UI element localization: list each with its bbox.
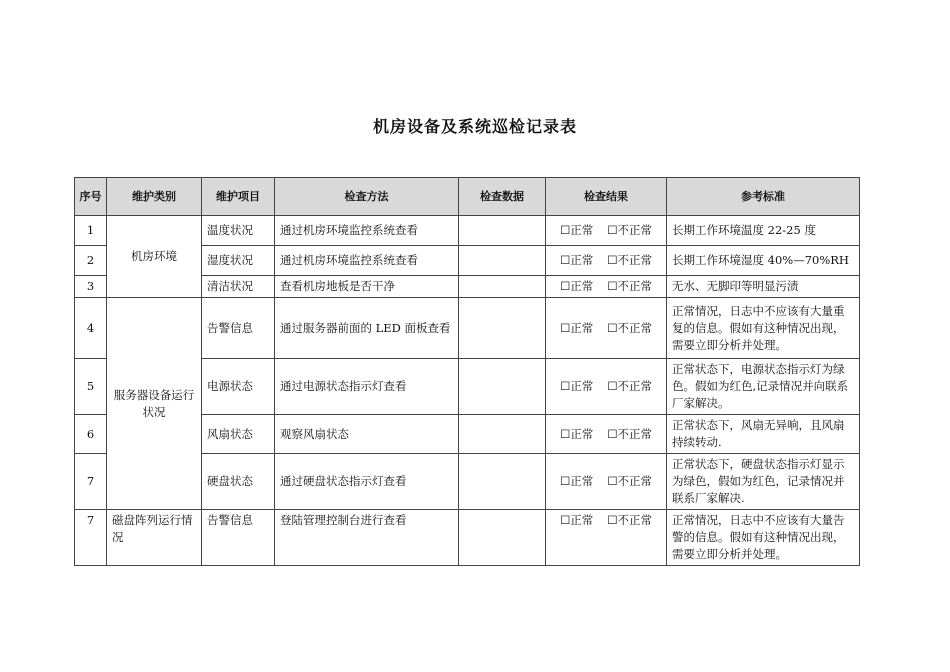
data-input-cell[interactable] [459, 246, 546, 276]
seq-cell: 1 [75, 216, 107, 246]
item-cell: 清洁状况 [202, 276, 275, 298]
standard-cell: 长期工作环境温度 22-25 度 [667, 216, 860, 246]
item-cell: 硬盘状态 [202, 454, 275, 510]
header-result: 检查结果 [546, 178, 667, 216]
normal-checkbox[interactable]: ☐正常 [559, 513, 594, 527]
normal-checkbox[interactable]: ☐正常 [559, 223, 594, 237]
abnormal-checkbox[interactable]: ☐不正常 [607, 426, 653, 441]
result-cell [546, 510, 667, 566]
standard-cell: 正常状态下，电源状态指示灯为绿色。假如为红色,记录情况并向联系厂家解决。 [667, 359, 860, 415]
standard-cell: 长期工作环境湿度 40%—70%RH [667, 246, 860, 276]
data-input-cell[interactable] [459, 298, 546, 359]
item-cell: 温度状况 [202, 216, 275, 246]
item-cell: 风扇状态 [202, 415, 275, 454]
abnormal-checkbox[interactable]: ☐不正常 [607, 513, 653, 527]
abnormal-checkbox[interactable]: ☐不正常 [607, 474, 653, 488]
result-cell [546, 246, 667, 276]
abnormal-checkbox[interactable]: ☐不正常 [607, 320, 653, 335]
result-cell [546, 359, 667, 415]
header-seq: 序号 [75, 178, 107, 216]
data-input-cell[interactable] [459, 359, 546, 415]
method-cell: 通过机房环境监控系统查看 [275, 246, 459, 276]
header-category: 维护类别 [107, 178, 202, 216]
table-row [75, 510, 860, 566]
method-cell: 通过服务器前面的 LED 面板查看 [275, 298, 459, 359]
result-cell [546, 216, 667, 246]
data-input-cell[interactable] [459, 415, 546, 454]
header-item: 维护项目 [202, 178, 275, 216]
header-standard: 参考标准 [667, 178, 860, 216]
method-cell: 查看机房地板是否干净 [275, 276, 459, 298]
method-cell: 登陆管理控制台进行查看 [275, 510, 459, 566]
category-cell-room: 机房环境 [107, 216, 202, 298]
normal-checkbox[interactable]: ☐正常 [559, 474, 594, 488]
item-cell: 电源状态 [202, 359, 275, 415]
abnormal-checkbox[interactable]: ☐不正常 [607, 279, 653, 293]
seq-cell: 7 [75, 454, 107, 510]
normal-checkbox[interactable]: ☐正常 [559, 320, 594, 335]
abnormal-checkbox[interactable]: ☐不正常 [607, 223, 653, 237]
normal-checkbox[interactable]: ☐正常 [559, 379, 594, 393]
seq-cell: 7 [75, 510, 107, 566]
item-cell: 告警信息 [202, 510, 275, 566]
header-method: 检查方法 [275, 178, 459, 216]
page-title: 机房设备及系统巡检记录表 [372, 117, 577, 136]
method-cell: 通过机房环境监控系统查看 [275, 216, 459, 246]
method-cell: 观察风扇状态 [275, 415, 459, 454]
normal-checkbox[interactable]: ☐正常 [559, 253, 594, 267]
table-row [75, 216, 860, 246]
method-cell: 通过硬盘状态指示灯查看 [275, 454, 459, 510]
item-cell: 告警信息 [202, 298, 275, 359]
normal-checkbox[interactable]: ☐正常 [559, 426, 594, 441]
seq-cell: 5 [75, 359, 107, 415]
item-cell: 湿度状况 [202, 246, 275, 276]
result-cell [546, 415, 667, 454]
result-cell [546, 454, 667, 510]
abnormal-checkbox[interactable]: ☐不正常 [607, 379, 653, 393]
category-cell-disk: 磁盘阵列运行情况 [107, 510, 202, 566]
category-cell-server: 服务器设备运行状况 [107, 298, 202, 510]
inspection-table [74, 177, 860, 566]
data-input-cell[interactable] [459, 454, 546, 510]
seq-cell: 2 [75, 246, 107, 276]
data-input-cell[interactable] [459, 510, 546, 566]
standard-cell: 正常状态下，风扇无异响，且风扇持续转动. [667, 415, 860, 454]
standard-cell: 正常情况，日志中不应该有大量告警的信息。假如有这种情况出现，需要立即分析并处理。 [667, 510, 860, 566]
standard-cell: 正常情况，日志中不应该有大量重复的信息。假如有这种情况出现，需要立即分析并处理。 [667, 298, 860, 359]
header-data: 检查数据 [459, 178, 546, 216]
method-cell: 通过电源状态指示灯查看 [275, 359, 459, 415]
abnormal-checkbox[interactable]: ☐不正常 [607, 253, 653, 267]
standard-cell: 无水、无脚印等明显污渍 [667, 276, 860, 298]
seq-cell: 4 [75, 298, 107, 359]
seq-cell: 6 [75, 415, 107, 454]
header-row [75, 178, 860, 216]
data-input-cell[interactable] [459, 216, 546, 246]
standard-cell: 正常状态下，硬盘状态指示灯显示为绿色，假如为红色，记录情况并联系厂家解决. [667, 454, 860, 510]
table-row [75, 298, 860, 359]
result-cell [546, 298, 667, 359]
seq-cell: 3 [75, 276, 107, 298]
normal-checkbox[interactable]: ☐正常 [559, 279, 594, 293]
data-input-cell[interactable] [459, 276, 546, 298]
result-cell [546, 276, 667, 298]
